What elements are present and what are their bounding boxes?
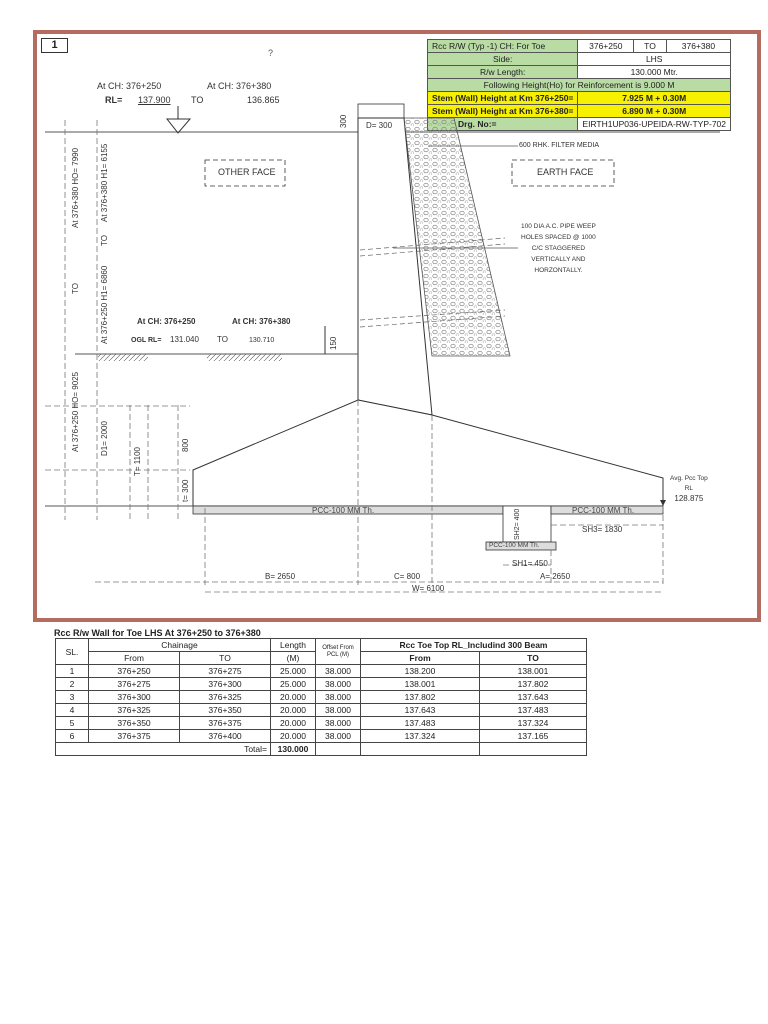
cell-sl: 3 bbox=[56, 691, 89, 704]
tb-side-value: LHS bbox=[578, 53, 731, 66]
cell-offset: 38.000 bbox=[316, 717, 361, 730]
table-row bbox=[56, 678, 587, 691]
cell-rl-to: 138.001 bbox=[480, 665, 587, 678]
filter-media-label: 600 RHK. FILTER MEDIA bbox=[519, 142, 600, 149]
pcc-right-label: PCC-100 MM Th. bbox=[572, 506, 635, 515]
cell-to: 376+325 bbox=[180, 691, 271, 704]
tb-to-word: TO bbox=[634, 40, 667, 53]
t-1100: T= 1100 bbox=[133, 447, 142, 476]
cell-to: 376+350 bbox=[180, 704, 271, 717]
cell-rl-to: 137.643 bbox=[480, 691, 587, 704]
cell-sl: 2 bbox=[56, 678, 89, 691]
cell-sl: 1 bbox=[56, 665, 89, 678]
cell-offset: 38.000 bbox=[316, 691, 361, 704]
dim-a: A= 2650 bbox=[540, 572, 571, 581]
cell-length: 25.000 bbox=[271, 678, 316, 691]
cell-length: 20.000 bbox=[271, 717, 316, 730]
cell-offset: 38.000 bbox=[316, 665, 361, 678]
th-length: Length bbox=[271, 639, 316, 652]
earth-face-label: EARTH FACE bbox=[537, 167, 594, 177]
tb-side-label: Side: bbox=[428, 53, 578, 66]
table-row bbox=[56, 730, 587, 743]
cell-rl-to: 137.165 bbox=[480, 730, 587, 743]
ch-top-2: At CH: 376+380 bbox=[207, 81, 272, 91]
tb-from: 376+250 bbox=[578, 40, 634, 53]
th-from: From bbox=[89, 652, 180, 665]
rl-to: TO bbox=[191, 95, 204, 105]
tb-type-label: Rcc R/W (Typ -1) CH: For Toe bbox=[428, 40, 578, 53]
table-title: Rcc R/w Wall for Toe LHS At 376+250 to 376+380 bbox=[54, 628, 261, 638]
cell-rl-from: 137.643 bbox=[361, 704, 480, 717]
table-row bbox=[56, 691, 587, 704]
cell-to: 376+375 bbox=[180, 717, 271, 730]
d1-2000: D1= 2000 bbox=[100, 421, 109, 456]
ogl-label: OGL RL= bbox=[131, 337, 162, 344]
tb-reinforcement-note: Following Height(Ho) for Reinforcement is 9.000 M bbox=[428, 79, 731, 92]
table-row bbox=[56, 704, 587, 717]
avg-pcc-note: Avg. Pcc Top RL 128.875 bbox=[670, 475, 708, 503]
total-value: 130.000 bbox=[271, 743, 316, 756]
cell-from: 376+275 bbox=[89, 678, 180, 691]
ogl-value-1: 131.040 bbox=[170, 335, 199, 344]
cell-offset: 38.000 bbox=[316, 730, 361, 743]
ch-mid-1: At CH: 376+250 bbox=[137, 317, 196, 326]
tb-drg-value: EIRTH1UP036-UPEIDA-RW-TYP-702 bbox=[578, 118, 731, 131]
tb-length-value: 130.000 Mtr. bbox=[578, 66, 731, 79]
d-300: D= 300 bbox=[366, 121, 393, 130]
cell-rl-to: 137.802 bbox=[480, 678, 587, 691]
dim-800: 800 bbox=[181, 438, 190, 452]
ogl-value-2: 130.710 bbox=[249, 337, 275, 344]
th-to: TO bbox=[180, 652, 271, 665]
cell-rl-from: 137.802 bbox=[361, 691, 480, 704]
pcc-small-label: PCC-100 MM Th. bbox=[489, 542, 540, 549]
scan-mark: ? bbox=[268, 48, 274, 58]
tb-drg-label: Drg. No:= bbox=[428, 118, 578, 131]
table-row bbox=[56, 665, 587, 678]
sh1-label: SH1= 450 bbox=[512, 559, 548, 568]
cell-rl-to: 137.483 bbox=[480, 704, 587, 717]
dim-w: W= 6100 bbox=[412, 584, 445, 593]
ogl-to: TO bbox=[217, 335, 228, 344]
tb-stem2-label: Stem (Wall) Height at Km 376+380= bbox=[428, 105, 578, 118]
cell-rl-from: 138.001 bbox=[361, 678, 480, 691]
rl-value-2: 136.865 bbox=[247, 95, 280, 105]
sh2-label: SH2= 400 bbox=[514, 508, 521, 540]
ho-9025: At 376+250 HO= 9025 bbox=[71, 371, 80, 452]
t-300: t= 300 bbox=[181, 479, 190, 502]
rl-label: RL= bbox=[105, 95, 123, 105]
to-left: TO bbox=[71, 283, 80, 294]
chainage-table bbox=[55, 638, 587, 756]
tb-length-label: R/w Length: bbox=[428, 66, 578, 79]
cell-from: 376+350 bbox=[89, 717, 180, 730]
other-face-label: OTHER FACE bbox=[218, 167, 276, 177]
ch-mid-2: At CH: 376+380 bbox=[232, 317, 291, 326]
ch-top-1: At CH: 376+250 bbox=[97, 81, 162, 91]
rl-marker bbox=[167, 119, 190, 133]
cell-length: 20.000 bbox=[271, 704, 316, 717]
h1-6155: At 376+380 H1= 6155 bbox=[100, 143, 109, 222]
cell-to: 376+300 bbox=[180, 678, 271, 691]
th-offset: Offset From PCL (M) bbox=[316, 639, 361, 665]
table-row bbox=[56, 717, 587, 730]
cell-to: 376+275 bbox=[180, 665, 271, 678]
th-rl-from: From bbox=[361, 652, 480, 665]
footing bbox=[193, 400, 663, 506]
cell-to: 376+400 bbox=[180, 730, 271, 743]
cell-rl-from: 138.200 bbox=[361, 665, 480, 678]
total-label: Total= bbox=[56, 743, 271, 756]
dim-300-top: 300 bbox=[339, 114, 348, 128]
cell-from: 376+300 bbox=[89, 691, 180, 704]
cell-sl: 6 bbox=[56, 730, 89, 743]
ho-7990: At 376+380 HO= 7990 bbox=[71, 147, 80, 228]
rl-value-1: 137.900 bbox=[138, 95, 171, 105]
cell-length: 20.000 bbox=[271, 730, 316, 743]
th-sl: SL. bbox=[56, 639, 89, 665]
cell-sl: 4 bbox=[56, 704, 89, 717]
dim-150: 150 bbox=[329, 336, 338, 350]
pcc-main-label: PCC-100 MM Th. bbox=[312, 506, 375, 515]
shear-key bbox=[503, 506, 551, 542]
sheet-number: 1 bbox=[41, 38, 68, 53]
tb-to: 376+380 bbox=[666, 40, 730, 53]
cell-length: 25.000 bbox=[271, 665, 316, 678]
sh3-label: SH3= 1830 bbox=[582, 525, 623, 534]
cell-sl: 5 bbox=[56, 717, 89, 730]
cell-rl-from: 137.483 bbox=[361, 717, 480, 730]
cell-offset: 38.000 bbox=[316, 704, 361, 717]
cell-rl-to: 137.324 bbox=[480, 717, 587, 730]
tb-stem1-label: Stem (Wall) Height at Km 376+250= bbox=[428, 92, 578, 105]
h1-6860: At 376+250 H1= 6860 bbox=[100, 265, 109, 344]
cell-rl-from: 137.324 bbox=[361, 730, 480, 743]
th-chainage: Chainage bbox=[89, 639, 271, 652]
cell-length: 20.000 bbox=[271, 691, 316, 704]
cell-from: 376+325 bbox=[89, 704, 180, 717]
cell-from: 376+375 bbox=[89, 730, 180, 743]
weep-holes-note: 100 DIA A.C. PIPE WEEP HOLES SPACED @ 1000 C/C STAGGERED VERTICALLY AND HORZONTALLY. bbox=[521, 223, 596, 274]
cell-from: 376+250 bbox=[89, 665, 180, 678]
dim-b: B= 2650 bbox=[265, 572, 296, 581]
tb-stem2-value: 6.890 M + 0.30M bbox=[578, 105, 731, 118]
to-inner: TO bbox=[100, 235, 109, 246]
dim-c: C= 800 bbox=[394, 572, 421, 581]
cell-offset: 38.000 bbox=[316, 678, 361, 691]
th-rl-to: TO bbox=[480, 652, 587, 665]
tb-stem1-value: 7.925 M + 0.30M bbox=[578, 92, 731, 105]
th-rl: Rcc Toe Top RL_Includind 300 Beam bbox=[361, 639, 587, 652]
th-length-unit: (M) bbox=[271, 652, 316, 665]
